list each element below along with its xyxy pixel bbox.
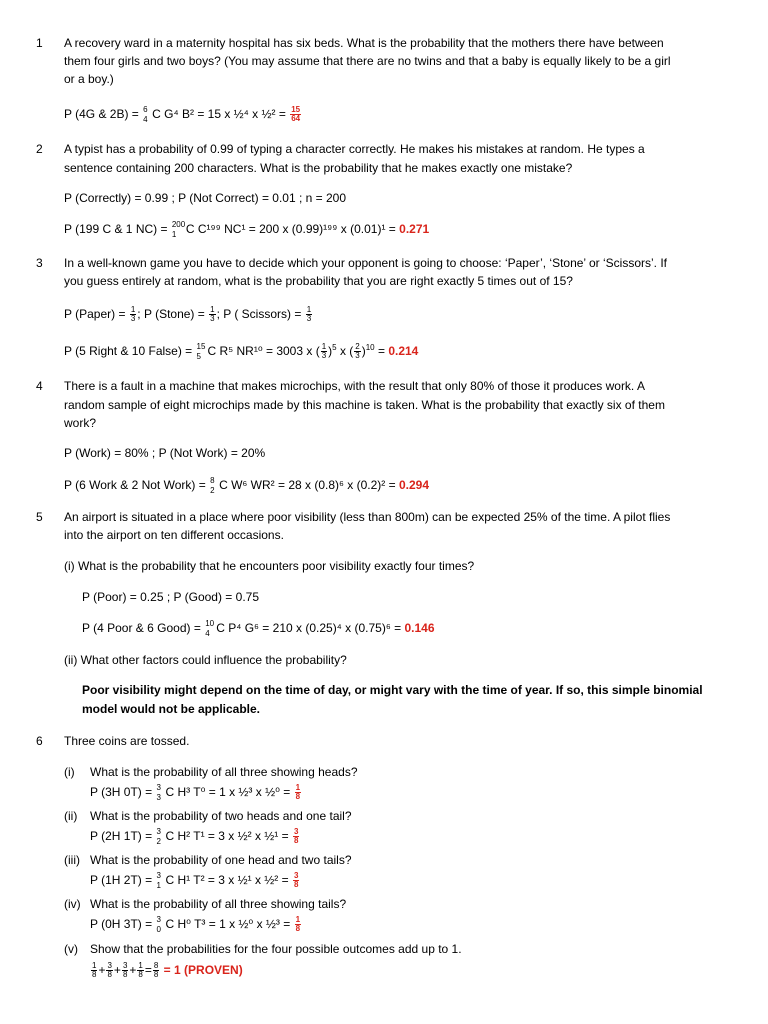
sub-question: What is the probability of one head and two tails? [90, 853, 352, 867]
answer-fraction: $\frac{15}{64}$ [291, 105, 301, 124]
question-text-line: A typist has a probability of 0.99 of typing a character correctly. He makes his mistakes at random. He types a [64, 142, 645, 156]
part-label: (ii) [64, 809, 78, 823]
question-text-line: them four girls and two boys? (You may assume that there are no twins and that a baby is equally likely to be a girl [64, 54, 671, 68]
question-number: 3 [36, 256, 43, 270]
part-label: (iii) [64, 853, 80, 867]
part-label: (v) [64, 942, 78, 956]
sub-question: What is the probability of two heads and one tail? [90, 809, 352, 823]
calc-lhs: P (6 Work & 2 Not Work) = [64, 478, 206, 492]
answer-text-line: model would not be applicable. [82, 702, 261, 716]
sub-question: (i) What is the probability that he encounters poor visibility exactly four times? [64, 559, 475, 573]
question-number: 4 [36, 379, 43, 393]
calc-expression: C G⁴ B² = 15 x ½⁴ x ½² = [152, 107, 286, 121]
part-label: (i) [64, 765, 75, 779]
answer-value: 0.214 [388, 344, 419, 358]
given-values: P (Poor) = 0.25 ; P (Good) = 0.75 [82, 590, 259, 604]
binomial-coefficient: 10 4 [205, 618, 215, 638]
question-text-line: sentence containing 200 characters. What is the probability that he makes exactly one mistake? [64, 161, 573, 175]
question-number: 2 [36, 142, 43, 156]
question-text-line: An airport is situated in a place where poor visibility (less than 800m) can be expected 25% of the time. A pilot flies [64, 510, 671, 524]
answer-fraction: $\frac{3}{8}$ [293, 827, 299, 846]
binomial-coefficient: 8 2 [210, 475, 215, 495]
calculation [64, 477, 429, 494]
answer-fraction: $\frac{1}{8}$ [295, 915, 301, 934]
question-text-line: A recovery ward in a maternity hospital has six beds. What is the probability that the mothers there have between [64, 36, 664, 50]
question-number: 1 [36, 36, 43, 50]
answer-value: 0.294 [398, 478, 430, 492]
question-text-line: into the airport on ten different occasions. [64, 528, 284, 542]
part-label: (iv) [64, 897, 81, 911]
sub-question: What is the probability of all three showing heads? [90, 765, 358, 779]
binomial-coefficient: 6 4 [143, 104, 148, 124]
answer-value: 0.271 [399, 222, 430, 236]
proven-label: (PROVEN) [184, 963, 243, 977]
calc-expression: C R⁵ NR¹⁰ = 3003 x [207, 344, 313, 358]
answer-fraction: $\frac{3}{8}$ [293, 871, 299, 890]
question-text-line: In a well-known game you have to decide which your opponent is going to choose: ‘Paper’, ‘Stone’ or ‘Scissors’. If [64, 256, 667, 270]
question-text-line: or a boy.) [64, 72, 114, 86]
calc-lhs: P (4 Poor & 6 Good) = [82, 621, 201, 635]
answer-value: = 1 [163, 963, 181, 977]
question-number: 5 [36, 510, 43, 524]
sub-question: What is the probability of all three showing tails? [90, 897, 347, 911]
calculation [64, 106, 302, 123]
question-text-line: work? [64, 416, 97, 430]
calc-expression: C P⁴ G⁶ = 210 x (0.25)⁴ x (0.75)⁶ = [216, 621, 402, 635]
answer-text-line: Poor visibility might depend on the time of day, or might vary with the time of year. If so, this simple binomial [82, 683, 703, 697]
calculation: P (1H 2T) = 3 1 C H¹ T² = 3 x ½¹ x ½² = $\frac{3}{8}$ [90, 870, 299, 890]
calculation [82, 620, 435, 637]
binomial-coefficient: 200 1 [171, 219, 186, 239]
given-values: P (Work) = 80% ; P (Not Work) = 20% [64, 446, 266, 460]
question-text-line: There is a fault in a machine that makes microchips, with the result that only 80% of those it produces work. A [64, 379, 645, 393]
calc-lhs: P (5 Right & 10 False) = [64, 344, 193, 358]
answer-fraction: $\frac{1}{8}$ [295, 783, 301, 802]
given-values: P (Correctly) = 0.99 ; P (Not Correct) = 0.01 ; n = 200 [64, 191, 347, 205]
calc-lhs: P (4G & 2B) = [64, 107, 139, 121]
calculation: $\frac{1}{8}$ + $\frac{3}{8}$ + $\frac{3}{8}$ + $\frac{1}{8}$ = $\frac{8}{8}$ = 1 (PROVEN) [92, 961, 243, 980]
given-values: P (Paper) = $\frac{1}{3}$ ; P (Stone) = $\frac{1}{3}$ ; P ( Scissors) = $\frac{1}{3}$ [64, 305, 312, 324]
calculation: P (2H 1T) = 3 2 C H² T¹ = 3 x ½² x ½¹ = $\frac{3}{8}$ [90, 826, 299, 846]
answer-value: 0.146 [404, 621, 435, 635]
calculation: P (5 Right & 10 False) = 15 5 C R⁵ NR¹⁰ = 3003 x ( $\frac{1}{3}$ )$^5$ x ( $\frac{2}{3}$ )$^{10}$ = 0.214 [64, 341, 419, 361]
question-text-line: Three coins are tossed. [64, 734, 190, 748]
calculation: P (3H 0T) = 3 3 C H³ T⁰ = 1 x ½³ x ½⁰ = $\frac{1}{8}$ [90, 782, 301, 802]
sub-question: (ii) What other factors could influence the probability? [64, 653, 347, 667]
question-number: 6 [36, 734, 43, 748]
calc-expression: C C¹⁹⁹ NC¹ = 200 x (0.99)¹⁹⁹ x (0.01)¹ = [185, 222, 396, 236]
question-text-line: random sample of eight microchips made by this machine is taken. What is the probability that exactly six of them [64, 398, 665, 412]
question-text-line: you guess entirely at random, what is the probability that you are right exactly 5 times out of 15? [64, 274, 573, 288]
binomial-coefficient: 15 5 [196, 341, 206, 361]
calculation: P (0H 3T) = 3 0 C H⁰ T³ = 1 x ½⁰ x ½³ = $\frac{1}{8}$ [90, 914, 301, 934]
calc-lhs: P (199 C & 1 NC) = [64, 222, 168, 236]
sub-question: Show that the probabilities for the four possible outcomes add up to 1. [90, 942, 462, 956]
calculation [64, 221, 429, 238]
calc-expression: C W⁶ WR² = 28 x (0.8)⁶ x (0.2)² = [219, 478, 396, 492]
